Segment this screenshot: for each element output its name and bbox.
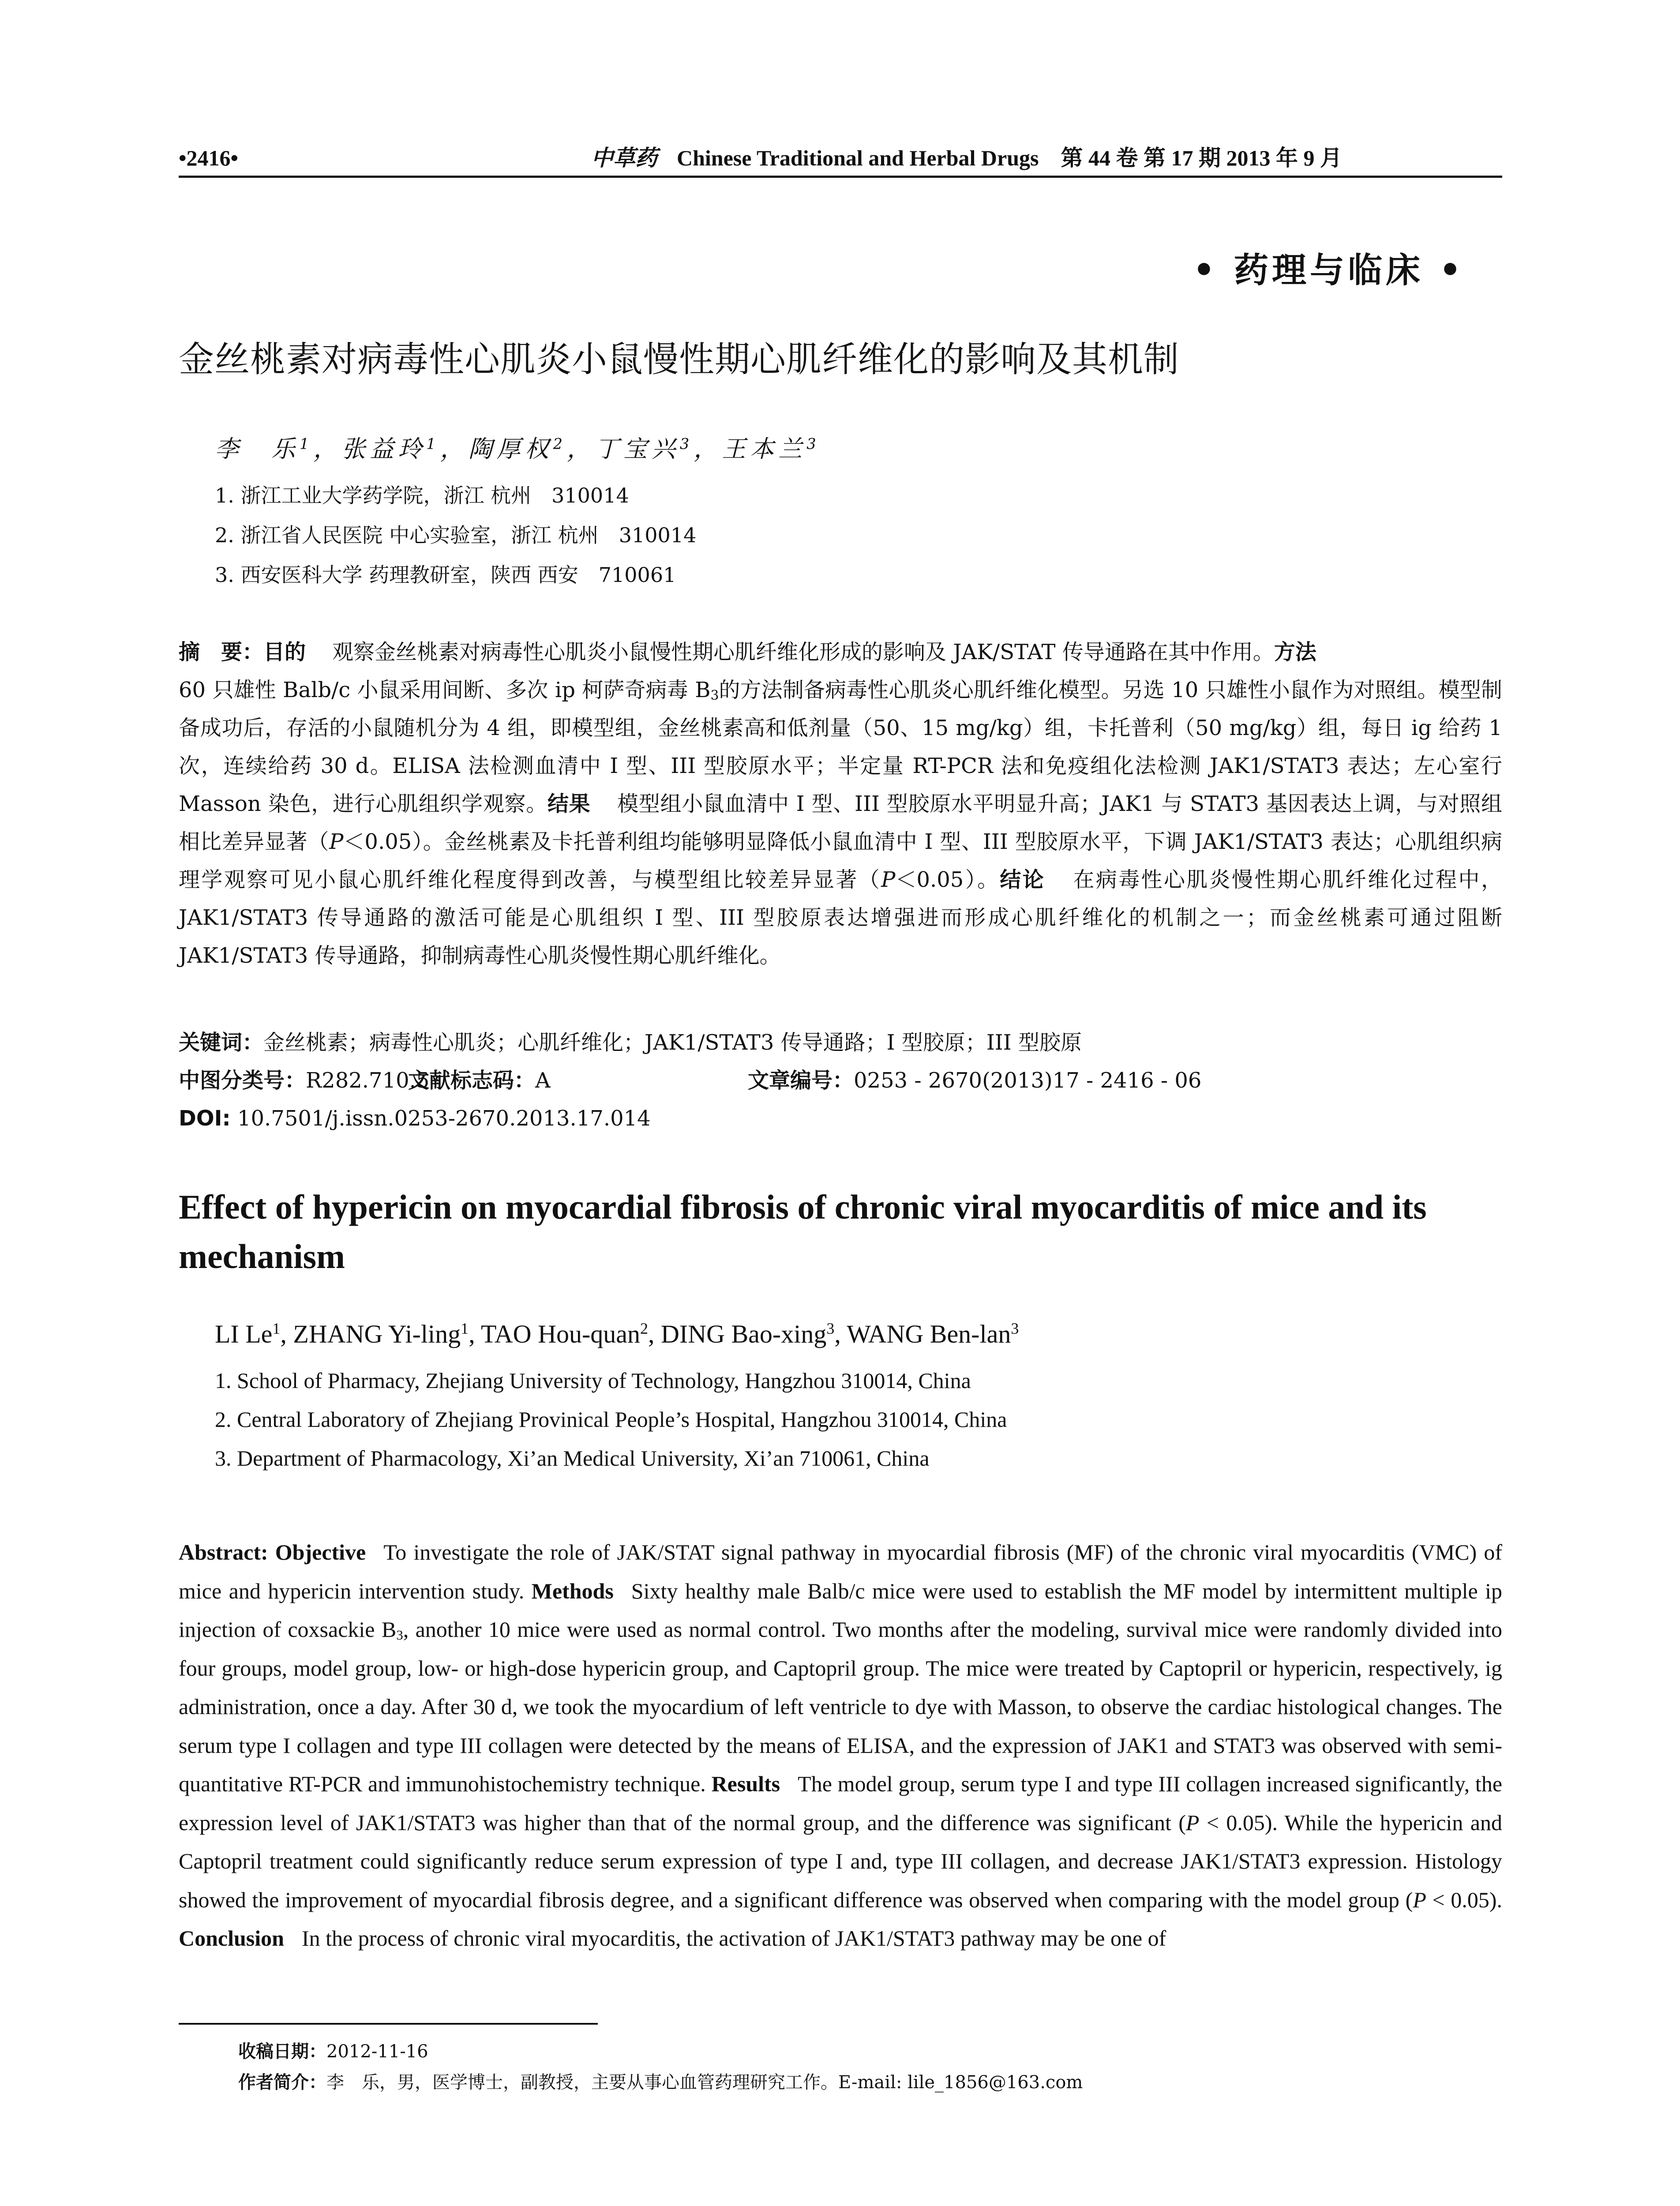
doc-code-value: A	[535, 1068, 551, 1093]
subscript: 3	[396, 1627, 403, 1643]
affiliations-cn	[215, 476, 1494, 595]
affiliation-mark: 1	[300, 435, 314, 453]
p-symbol: P	[1413, 1887, 1426, 1912]
page-number: •2416•	[179, 146, 239, 170]
author-name: DING Bao-xing	[661, 1320, 827, 1348]
footnotes	[238, 2036, 1474, 2098]
results-text: < 0.05). While the hypericin and Captopril treatment could significantly reduce serum expression of type I and, type III collagen, and decrease JAK1/STAT3 expression. Histology showed the improvement of myocardial fibrosis degree, and a significant difference was observed when comparing with the model group (	[179, 1810, 1502, 1912]
author-list-cn: 李 乐$^1$，张益玲$^1$，陶厚权$^2$，丁宝兴$^3$，王本兰$^3$	[215, 435, 821, 463]
received-value: 2012-11-16	[326, 2041, 428, 2062]
p-symbol: P	[1185, 1810, 1200, 1835]
results-text: < 0.05).	[1426, 1887, 1502, 1912]
affiliation-mark: 3	[679, 435, 694, 453]
doc-code-label: 文献标志码：	[408, 1068, 536, 1093]
results-text: ＜0.05）。金丝桃素及卡托普利组均能够明显降低小鼠血清中 I 型、III 型胶原水平，下调 JAK1/STAT3 表达；心肌组织病理学观察可见小鼠心肌纤维化程度得到改善，与模型组比较差异显著（	[179, 829, 1502, 892]
doi-row	[179, 1099, 1502, 1137]
affiliation: 3. 西安医科大学 药理教研室，陕西 西安 710061	[215, 563, 676, 587]
methods-text: Sixty healthy male Balb/c mice were used to establish the MF model by intermittent multiple ip injection of coxsackie B	[179, 1578, 1503, 1642]
doi-value: 10.7501/j.issn.0253-2670.2013.17.014	[237, 1106, 651, 1131]
keywords-label: 关键词：	[179, 1030, 264, 1055]
author-name: 陶厚权	[468, 435, 553, 463]
p-symbol: P	[329, 829, 344, 854]
keywords-cn	[179, 1024, 1502, 1062]
results-label: 结果	[547, 792, 591, 816]
abstract-en	[179, 1533, 1502, 1958]
clc-label: 中图分类号：	[179, 1068, 306, 1093]
article-no-label: 文章编号：	[748, 1068, 854, 1093]
issue-info: 第 44 卷 第 17 期 2013 年 9 月	[1061, 146, 1342, 170]
author-name: LI Le	[215, 1320, 273, 1348]
affiliation: 1. 浙江工业大学药学院，浙江 杭州 310014	[215, 484, 629, 507]
methods-label: Methods	[531, 1578, 614, 1603]
affiliation-mark: 2	[553, 435, 567, 453]
author-name: 李 乐	[215, 435, 300, 463]
p-symbol: P	[881, 867, 896, 892]
footnote-divider	[179, 2023, 598, 2025]
doi-label: DOI:	[179, 1106, 231, 1131]
article-title-en: Effect of hypericin on myocardial fibrosis of chronic viral myocarditis of mice and its mechanism	[179, 1188, 1427, 1276]
objective-label: Objective	[275, 1540, 366, 1564]
running-header	[179, 140, 1502, 178]
author-name: ZHANG Yi-ling	[293, 1320, 461, 1348]
author-bio	[238, 2067, 1474, 2098]
methods-text: , another 10 mice were used as normal control. Two months after the modeling, survival mice were randomly divided into four groups, model group, low- or high-dose hypericin group, and Captopril group. The mice were treated by Captopril or hypericin, respectively, ig administration, once a day. After 30 d, we took the myocardium of left ventricle to dye with Masson, to observe the cardiac histological changes. The serum type I collagen and type III collagen were detected by the means of ELISA, and the expression of JAK1 and STAT3 was observed with semi-quantitative RT-PCR and immunohistochemistry technique.	[179, 1617, 1502, 1796]
author-name: 张益玲	[341, 435, 427, 463]
results-label: Results	[711, 1771, 780, 1796]
affiliation-mark: 1	[272, 1320, 281, 1338]
received-label: 收稿日期：	[238, 2041, 326, 2062]
author-list-en: LI Le$^1$, ZHANG Yi-ling$^1$, TAO Hou-quan$^2$, DING Bao-xing$^3$, WANG Ben-lan$^3$	[215, 1320, 1019, 1348]
author-name: TAO Hou-quan	[481, 1320, 641, 1348]
objective-text: 观察金丝桃素对病毒性心肌炎小鼠慢性期心肌纤维化形成的影响及 JAK/STAT 传导通路在其中作用。	[332, 640, 1274, 664]
affiliation: 3. Department of Pharmacology, Xi’an Medical University, Xi’an 710061, China	[215, 1446, 930, 1471]
article-no-value: 0253 - 2670(2013)17 - 2416 - 06	[854, 1068, 1202, 1093]
author-name: WANG Ben-lan	[847, 1320, 1011, 1348]
affiliation-mark: 2	[640, 1320, 648, 1338]
conclusion-label: 结论	[1000, 867, 1046, 892]
affiliation-mark: 3	[806, 435, 821, 453]
article-metadata	[179, 1024, 1502, 1137]
affiliation: 2. 浙江省人民医院 中心实验室，浙江 杭州 310014	[215, 523, 697, 547]
methods-text: 的方法制备病毒性心肌炎心肌纤维化模型。另选 10 只雄性小鼠作为对照组。模型制备成功后，存活的小鼠随机分为 4 组，即模型组，金丝桃素高和低剂量（50、15 mg/kg）组，卡托普利（50 mg/kg）组，每日 ig 给药 1 次，连续给药 30 d。ELISA 法检测血清中 I 型、III 型胶原水平；半定量 RT-PCR 法和免疫组化法检测 JAK1/STAT3 表达；左心室行 Masson 染色，进行心肌组织学观察。	[179, 678, 1502, 816]
classification-row	[179, 1062, 1502, 1099]
journal-name-cn: 中草药	[591, 145, 657, 171]
objective-text: To investigate the role of JAK/STAT signal pathway in myocardial fibrosis (MF) of the chronic viral myocarditis (VMC) of mice and hypericin intervention study.	[179, 1540, 1502, 1603]
subscript: 3	[710, 687, 719, 703]
section-label: • 药理与临床 •	[1192, 251, 1465, 290]
affiliations-en	[215, 1361, 1494, 1478]
affiliation-mark: 1	[461, 1320, 469, 1338]
objective-label: 目的	[263, 640, 306, 664]
results-text: The model group, serum type I and type III collagen increased significantly, the expression level of JAK1/STAT3 was higher than that of the normal group, and the difference was significant (	[179, 1771, 1503, 1835]
clc-value: R282.710.5	[306, 1068, 430, 1093]
conclusion-text: 在病毒性心肌炎慢性期心肌纤维化过程中，JAK1/STAT3 传导通路的激活可能是心肌组织 I 型、III 型胶原表达增强进而形成心肌纤维化的机制之一；而金丝桃素可通过阻断 JAK1/STAT3 传导通路，抑制病毒性心肌炎慢性期心肌纤维化。	[179, 867, 1502, 968]
journal-title	[591, 140, 1342, 176]
affiliation-mark: 3	[826, 1320, 835, 1338]
abstract-label: Abstract:	[179, 1540, 268, 1564]
author-name: 王本兰	[722, 435, 807, 463]
affiliation-mark: 1	[426, 435, 440, 453]
journal-name-en: Chinese Traditional and Herbal Drugs	[677, 146, 1039, 170]
conclusion-text: In the process of chronic viral myocarditis, the activation of JAK1/STAT3 pathway may be one of	[301, 1926, 1166, 1951]
methods-text: 60 只雄性 Balb/c 小鼠采用间断、多次 ip 柯萨奇病毒 B	[179, 678, 711, 702]
affiliation: 2. Central Laboratory of Zhejiang Provinical People’s Hospital, Hangzhou 310014, China	[215, 1407, 1007, 1432]
methods-label: 方法	[1274, 640, 1316, 664]
author-name: 丁宝兴	[595, 435, 680, 463]
keywords-value: 金丝桃素；病毒性心肌炎；心肌纤维化；JAK1/STAT3 传导通路；I 型胶原；III 型胶原	[263, 1030, 1082, 1055]
affiliation-mark: 3	[1011, 1320, 1019, 1338]
article-title-cn: 金丝桃素对病毒性心肌炎小鼠慢性期心肌纤维化的影响及其机制	[179, 339, 1179, 380]
received-date	[238, 2036, 1474, 2067]
results-text: 模型组小鼠血清中 I 型、III 型胶原水平明显升高；JAK1 与 STAT3 基因表达上调，与对照组相比差异显著（	[179, 792, 1502, 854]
abstract-label: 摘 要：	[179, 640, 264, 664]
affiliation: 1. School of Pharmacy, Zhejiang University of Technology, Hangzhou 310014, China	[215, 1368, 971, 1393]
bio-label: 作者简介：	[238, 2072, 326, 2093]
bio-value: 李 乐，男，医学博士，副教授，主要从事心血管药理研究工作。E-mail: lile_1856@163.com	[326, 2072, 1083, 2093]
results-text: ＜0.05）。	[895, 867, 1000, 892]
abstract-cn	[179, 633, 1502, 975]
conclusion-label: Conclusion	[179, 1926, 284, 1951]
